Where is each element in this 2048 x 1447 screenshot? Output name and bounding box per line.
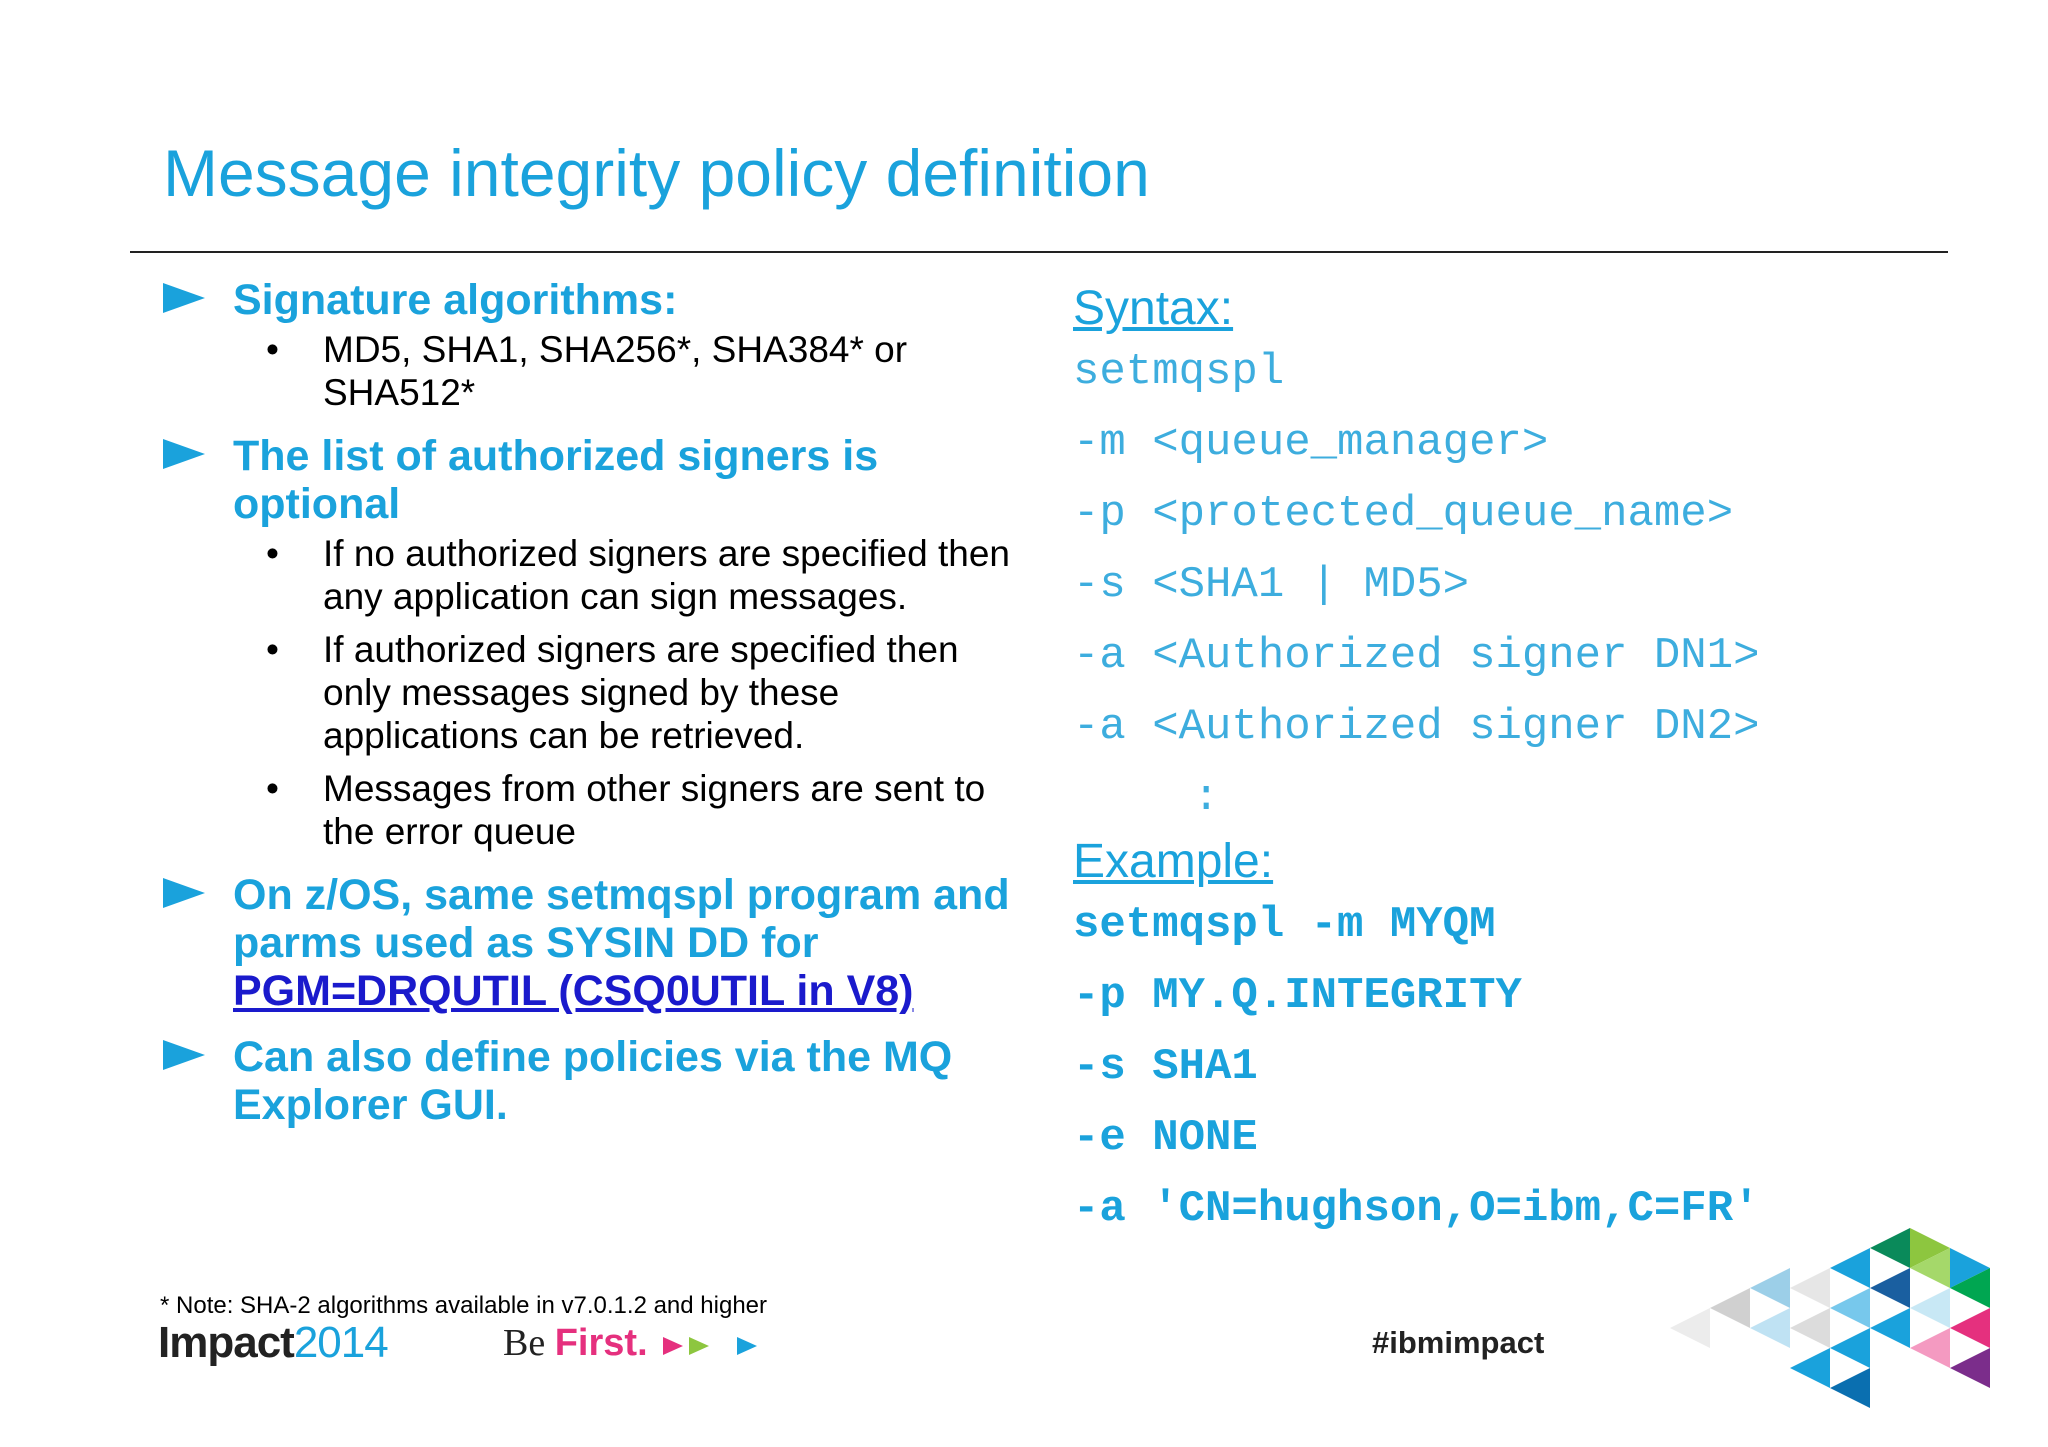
list-item: • If no authorized signers are specified then any application can sign messages.: [266, 533, 1010, 617]
left-column: [163, 276, 1023, 1133]
list-item: • MD5, SHA1, SHA256*, SHA384* or SHA512*: [266, 329, 908, 413]
example-line: -e NONE: [1073, 1113, 1258, 1163]
example-label: Example:: [1073, 835, 1274, 888]
syntax-line: -a <Authorized signer DN2>: [1073, 702, 1760, 752]
example-line: setmqspl -m MYQM: [1073, 900, 1496, 950]
arrow-bullet-icon: [163, 1040, 205, 1070]
syntax-line: -m <queue_manager>: [1073, 418, 1549, 468]
section-heading-algorithms: Signature algorithms:: [163, 276, 1023, 324]
play-arrow-icon: [689, 1337, 709, 1355]
arrow-bullet-icon: [163, 878, 205, 908]
bullet-dot-icon: •: [266, 629, 279, 670]
syntax-line: -a <Authorized signer DN1>: [1073, 631, 1760, 681]
syntax-line: -p <protected_queue_name>: [1073, 489, 1734, 539]
ibm-mosaic-graphic: [1640, 1228, 2010, 1408]
arrow-bullet-icon: [163, 439, 205, 469]
play-arrow-icon: [663, 1337, 683, 1355]
bullet-dot-icon: •: [266, 533, 279, 574]
play-arrow-icon: [737, 1337, 757, 1355]
bullet-dot-icon: •: [266, 329, 279, 370]
section-heading-zos: On z/OS, same setmqspl program and parms used as SYSIN DD for PGM=DRQUTIL (CSQ0UTIL in V8): [163, 871, 1023, 1015]
hashtag: #ibmimpact: [1372, 1325, 1545, 1360]
example-line: -p MY.Q.INTEGRITY: [1073, 971, 1522, 1021]
section-heading-explorer: Can also define policies via the MQ Explorer GUI.: [163, 1033, 1023, 1129]
example-line: -a 'CN=hughson,O=ibm,C=FR': [1073, 1184, 1760, 1234]
section-heading-signers: The list of authorized signers is optional: [163, 432, 1023, 528]
list-item: • If authorized signers are specified then only messages signed by these applications can be retrieved.: [266, 629, 959, 756]
syntax-line: -s <SHA1 | MD5>: [1073, 560, 1470, 610]
algorithms-list: [163, 328, 1023, 414]
list-item: • Messages from other signers are sent to the error queue: [266, 768, 986, 852]
right-column: [1073, 281, 1973, 1245]
syntax-continuation: :: [1193, 773, 1220, 823]
be-first-slogan: Be First.: [503, 1321, 757, 1365]
impact-logo: Impact2014: [158, 1318, 388, 1367]
signers-list: [163, 532, 1023, 853]
drqutil-link[interactable]: PGM=DRQUTIL (CSQ0UTIL in V8): [233, 967, 914, 1015]
syntax-line: setmqspl: [1073, 347, 1285, 397]
title-divider: [130, 251, 1948, 253]
bullet-dot-icon: •: [266, 768, 279, 809]
slide-title: Message integrity policy definition: [163, 136, 1150, 210]
example-line: -s SHA1: [1073, 1042, 1258, 1092]
arrow-bullet-icon: [163, 283, 205, 313]
footnote: * Note: SHA-2 algorithms available in v7.0.1.2 and higher: [160, 1292, 768, 1319]
syntax-label: Syntax:: [1073, 282, 1234, 335]
